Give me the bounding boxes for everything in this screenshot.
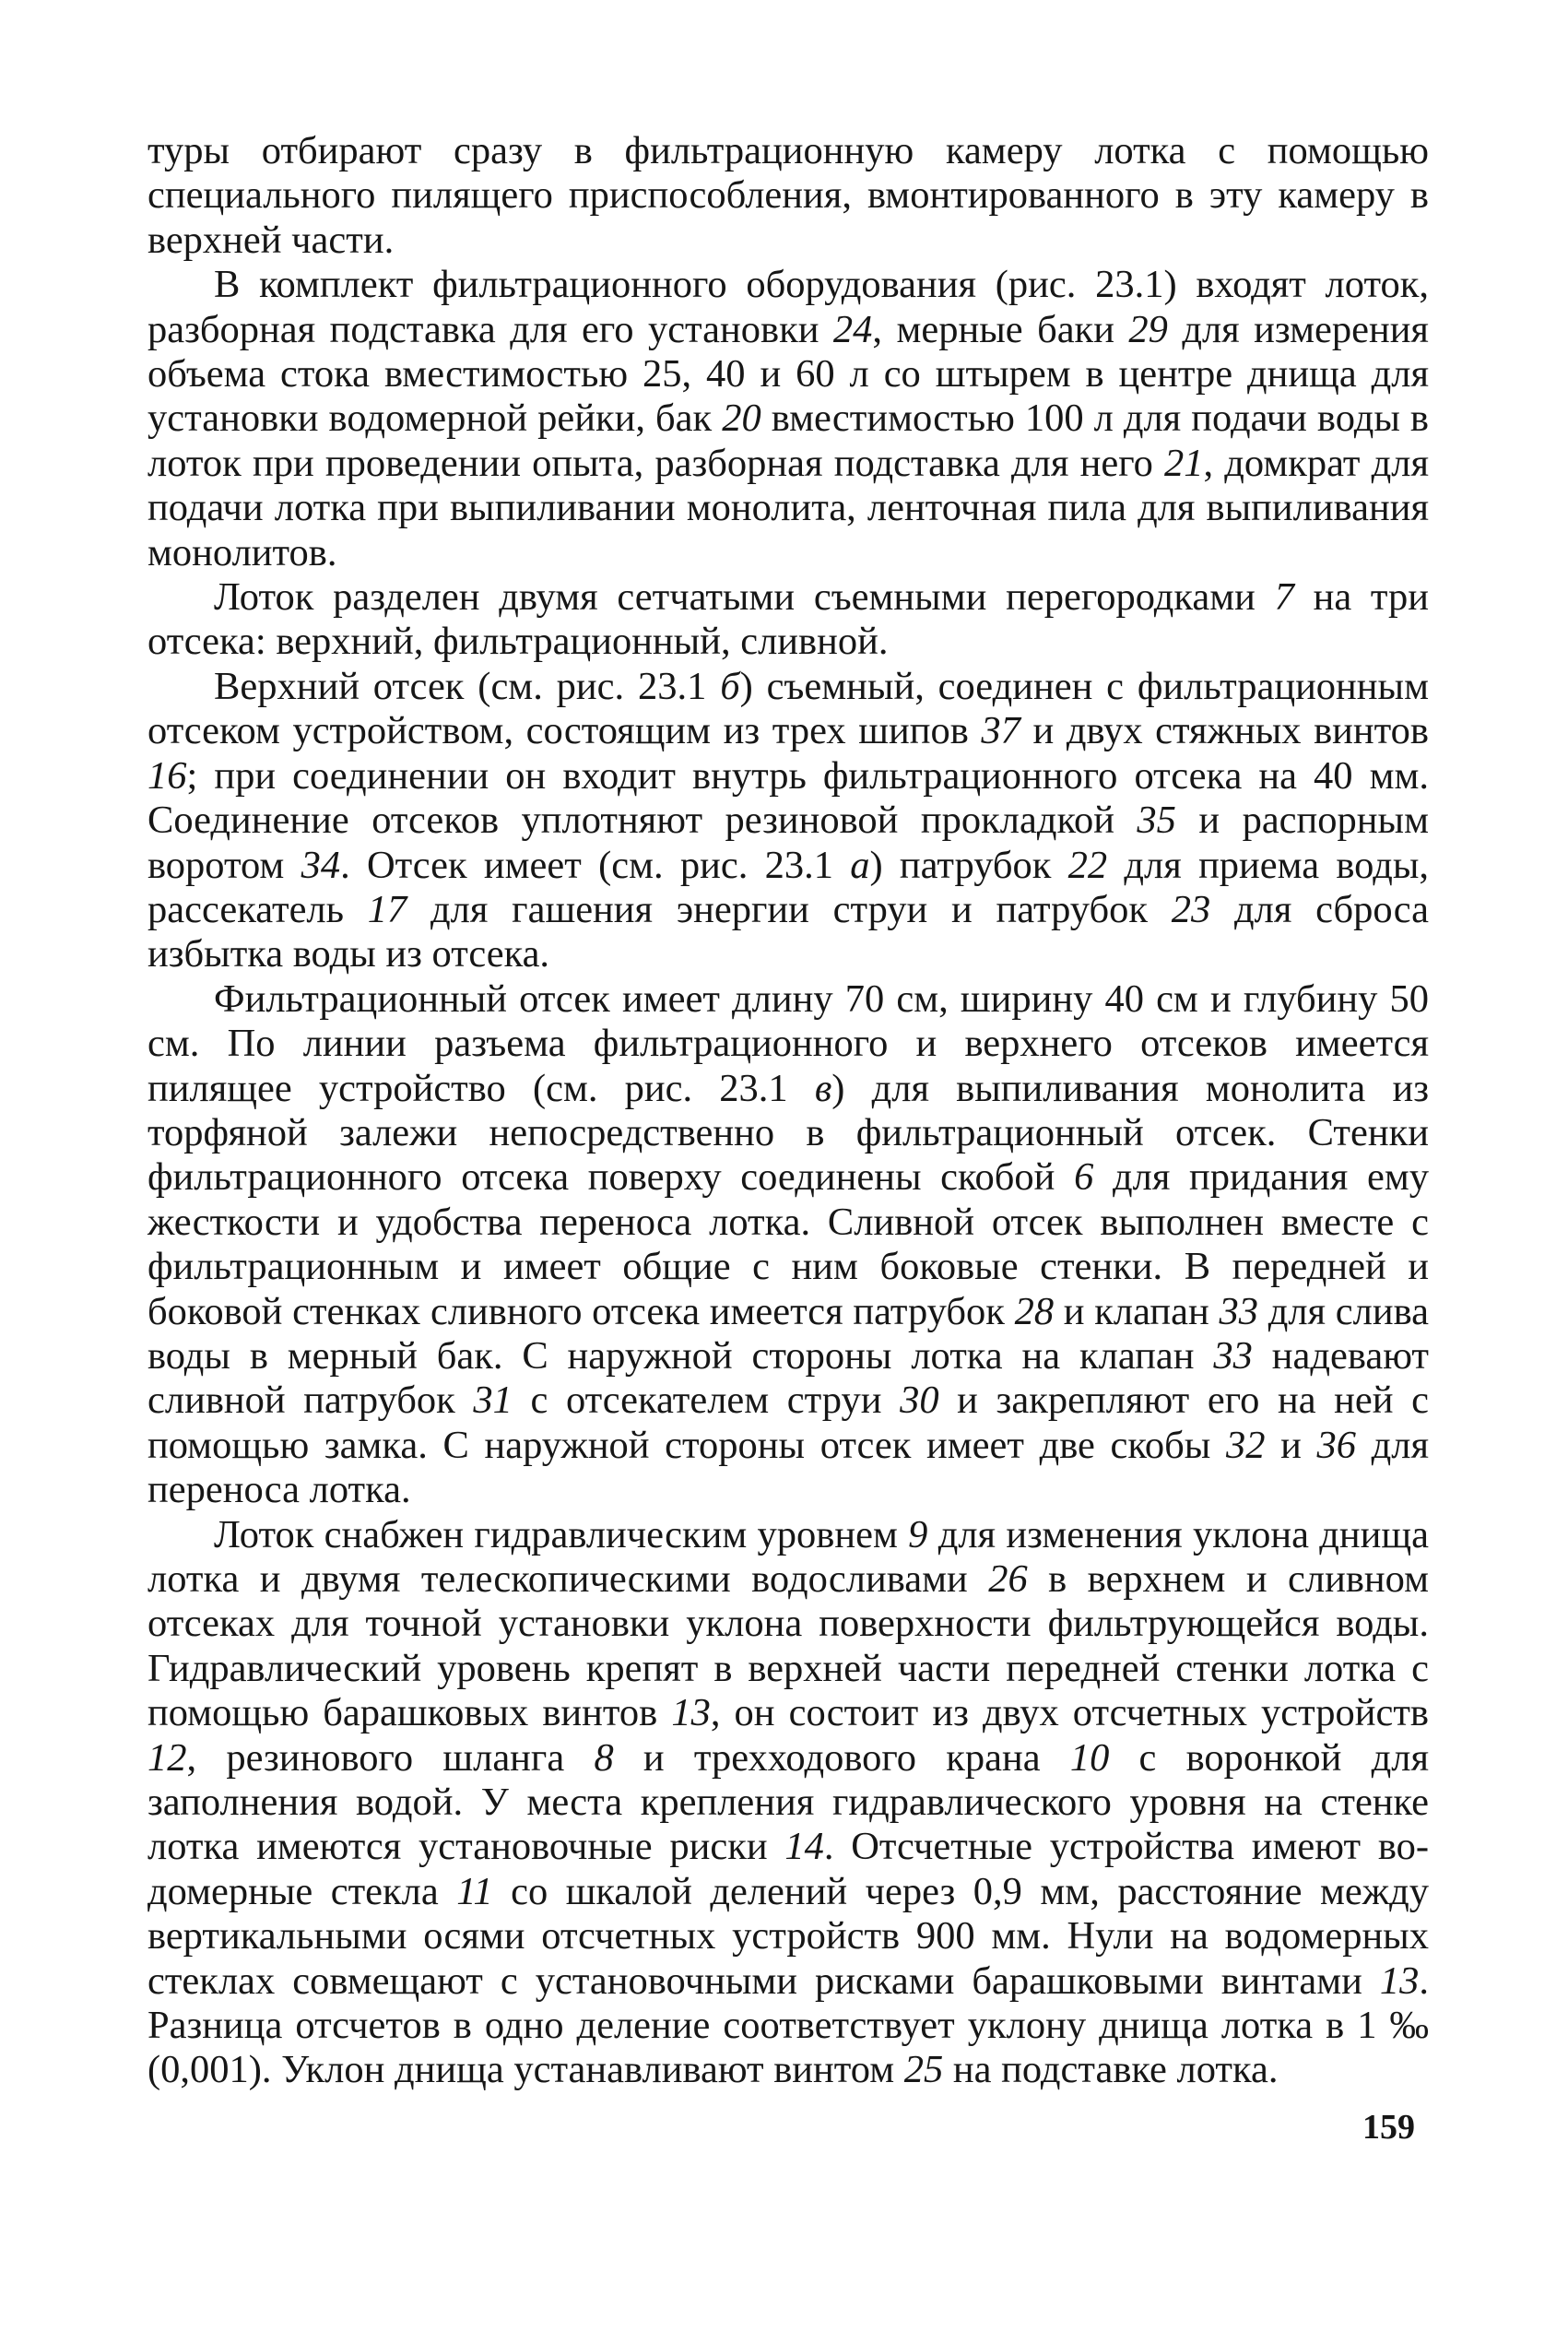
- text-run: Лоток разделен двумя сетчатыми съемными перегородками: [214, 575, 1275, 620]
- figure-reference-number: 7: [1274, 575, 1294, 620]
- text-run: , он состоит из двух отсчетных устройств: [710, 1691, 1429, 1735]
- paragraph-equipment: [147, 263, 1429, 575]
- text-run: Фильтрационный отсек имеет длину 70 см, ширину 40 см и глубину 50 см. По линии разъема фильтрационного и верхнего отсеков имеется пилящее устройство (см. рис. 23.1: [147, 976, 1429, 1110]
- text-run: и распорным воротом: [147, 799, 1429, 887]
- figure-reference-number: 14: [784, 1825, 824, 1869]
- figure-reference-number: б: [720, 664, 740, 708]
- figure-reference-number: 16: [147, 753, 187, 798]
- paragraph-hydraulic-level: [147, 1513, 1429, 2093]
- document-body: [147, 129, 1429, 2093]
- figure-reference-number: 33: [1219, 1289, 1258, 1333]
- text-run: ) съемный, соединен с фильтрационным отсеком устройством, состоящим из трех шипов: [147, 664, 1429, 753]
- figure-reference-number: 20: [722, 396, 761, 441]
- text-run: в верхнем и сливном отсеках для точной установки уклона поверхности фильтрующейся воды. Гидравлический уровень крепят в верхней части передней стенки лотка с помощью барашковых винтов: [147, 1557, 1429, 1735]
- text-run: и: [1265, 1423, 1317, 1467]
- figure-reference-number: 36: [1316, 1423, 1356, 1467]
- figure-reference-number: 26: [988, 1557, 1028, 1601]
- text-run: В комплект фильтрационного оборудования (рис. 23.1) входят лоток, разборная подставка для его установки: [147, 263, 1429, 351]
- figure-reference-number: 6: [1074, 1155, 1094, 1200]
- figure-reference-number: 10: [1069, 1735, 1110, 1780]
- text-run: для придания ему жесткости и удобства переноса лотка. Сливной отсек выполнен вместе с фильтрационным и имеет общие с ним боковые стенки. В передней и боковой стенках сливного отсека имеется патрубок: [147, 1155, 1429, 1333]
- text-run: , домкрат для подачи лотка при выпиливании монолита, ленточная пила для выпиливания монолитов.: [147, 441, 1430, 574]
- figure-reference-number: 25: [903, 2048, 944, 2092]
- figure-reference-number: 34: [301, 843, 341, 887]
- figure-reference-number: 37: [981, 709, 1020, 753]
- text-run: и трехходового крана: [613, 1735, 1070, 1780]
- figure-reference-number: 32: [1225, 1423, 1266, 1467]
- text-run: для измерения объема стока вместимостью 25, 40 и 60 л со штырем в центре днища для установки водомерной рейки, бак: [147, 307, 1429, 441]
- text-run: и закрепляют его на ней с помощью замка. С наружной стороны отсек имеет две скобы: [147, 1378, 1430, 1467]
- text-run: , мерные баки: [872, 307, 1129, 351]
- text-run: для приема воды, рассекатель: [147, 843, 1429, 931]
- figure-reference-number: 31: [473, 1378, 513, 1423]
- text-run: со шкалой делений через 0,9 мм, расстояние между вертикальными осями отсчетных устройств 900 мм. Нули на водомерных стеклах совмещают с установочными рисками барашковыми винтами: [147, 1869, 1429, 2003]
- figure-reference-number: 22: [1067, 843, 1108, 887]
- text-run: надевают сливной патрубок: [147, 1333, 1429, 1423]
- figure-reference-number: 13: [671, 1691, 711, 1735]
- text-run: для слива воды в мерный бак. С наружной стороны лотка на клапан: [147, 1289, 1429, 1378]
- text-run: туры отбирают сразу в фильтрационную камеру лотка с помощью специального пилящего приспособления, вмонтированного в эту камеру в верхней части.: [147, 129, 1429, 262]
- text-run: и клапан: [1054, 1289, 1220, 1333]
- figure-reference-number: 29: [1128, 307, 1168, 351]
- text-run: для изменения уклона днища лотка и двумя телескопическими водосливами: [147, 1512, 1429, 1601]
- figure-reference-number: 11: [456, 1869, 493, 1913]
- text-run: с отсекателем струи: [512, 1378, 901, 1423]
- figure-reference-number: 23: [1171, 887, 1211, 931]
- figure-reference-number: 17: [367, 887, 407, 931]
- figure-reference-number: 9: [908, 1512, 928, 1556]
- figure-reference-number: 28: [1014, 1289, 1055, 1333]
- text-run: для переноса лотка.: [147, 1423, 1429, 1512]
- figure-reference-number: 33: [1213, 1333, 1253, 1378]
- text-run: и двух стяжных винтов: [1020, 709, 1429, 753]
- figure-reference-number: а: [850, 843, 870, 887]
- text-run: ; при соединении он входит внутрь фильтрационного отсека на 40 мм. Соединение отсеков уплотняют резиновой прокладкой: [147, 753, 1429, 843]
- text-run: для сброса избытка воды из отсека.: [147, 887, 1429, 976]
- text-run: . Отсек имеет (см. рис. 23.1: [340, 843, 851, 887]
- figure-reference-number: 24: [832, 307, 873, 351]
- text-run: . Отсчетные устройства имеют водомерные стекла: [147, 1825, 1429, 1913]
- text-run: ) для выпиливания монолита из торфяной залежи непосредственно в фильтрационный отсек. Стенки фильтрационного отсека поверху соединены скобой: [147, 1066, 1429, 1200]
- figure-reference-number: 35: [1137, 799, 1176, 843]
- text-run: с воронкой для заполнения водой. У места крепления гидравлического уровня на стенке лотка имеются установочные риски: [147, 1735, 1429, 1869]
- text-run: ) патрубок: [869, 843, 1068, 887]
- figure-reference-number: в: [814, 1066, 832, 1110]
- text-run: вместимостью 100 л для подачи воды в лоток при проведении опыта, разборная подставка для него: [147, 396, 1429, 485]
- text-run: . Разница отсчетов в одно деление соответствует уклону днища лотка в 1 ‰ (0,001). Уклон днища устанавливают винтом: [147, 1958, 1429, 2092]
- text-run: для гашения энергии струи и патрубок: [407, 887, 1172, 931]
- page-number: 159: [1362, 2108, 1415, 2147]
- figure-reference-number: 8: [594, 1735, 614, 1780]
- paragraph-upper-compartment: [147, 665, 1429, 977]
- text-run: Верхний отсек (см. рис. 23.1: [214, 664, 721, 708]
- figure-reference-number: 13: [1379, 1958, 1420, 2003]
- text-run: на три отсека: верхний, фильтрационный, сливной.: [147, 575, 1430, 664]
- text-run: , резинового шланга: [186, 1735, 595, 1780]
- paragraph-compartments: [147, 575, 1429, 665]
- figure-reference-number: 30: [900, 1378, 939, 1423]
- text-run: Лоток снабжен гидравлическим уровнем: [214, 1512, 909, 1556]
- text-run: на подставке лотка.: [943, 2048, 1279, 2092]
- figure-reference-number: 12: [147, 1735, 187, 1780]
- paragraph-filtration-compartment: [147, 977, 1429, 1513]
- paragraph-continuation: [147, 129, 1429, 263]
- figure-reference-number: 21: [1163, 441, 1204, 485]
